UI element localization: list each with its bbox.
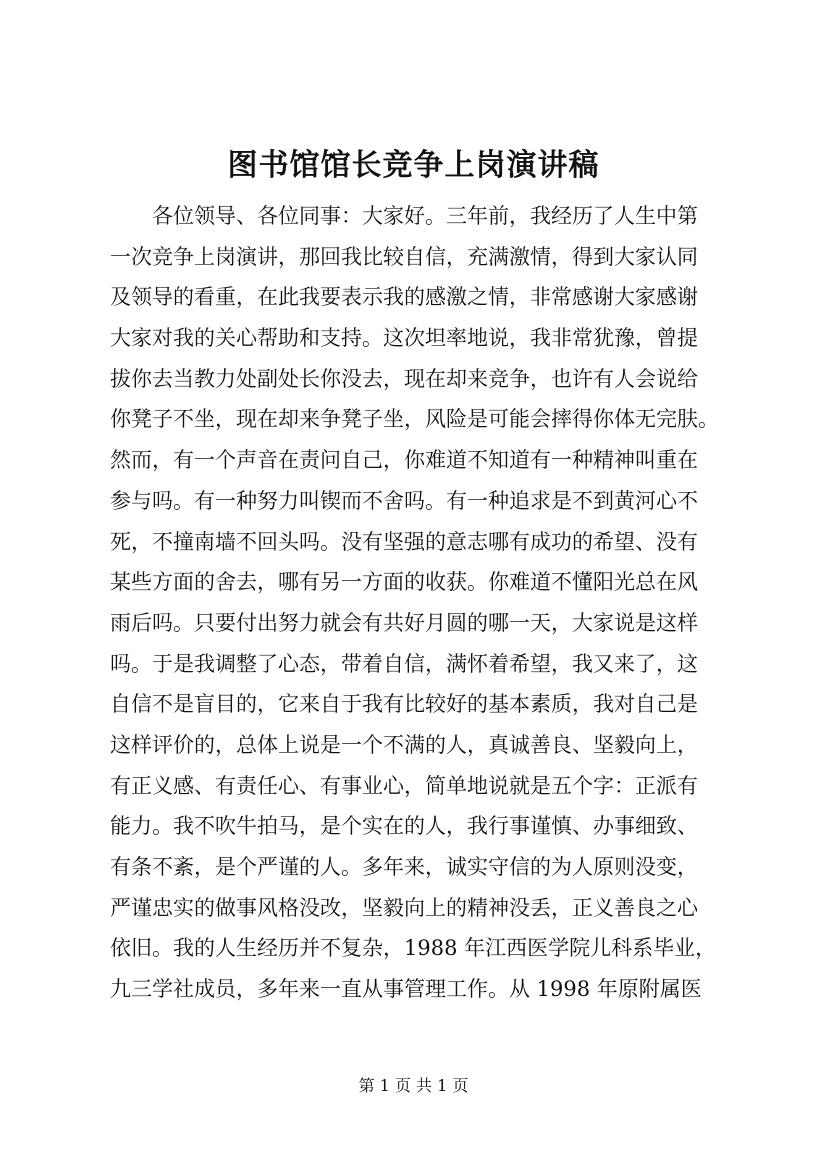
body-line-13: 自信不是盲目的，它来自于我有比较好的基本素质，我对自己是 <box>110 692 698 717</box>
body-line-4: 大家对我的关心帮助和支持。这次坦率地说，我非常犹豫，曾提 <box>110 326 698 351</box>
body-line-12: 吗。于是我调整了心态，带着自信，满怀着希望，我又来了，这 <box>110 651 698 676</box>
body-line-7: 然而，有一个声音在责问自己，你难道不知道有一种精神叫重在 <box>110 448 698 473</box>
body-line-3: 及领导的看重，在此我要表示我的感激之情，非常感谢大家感谢 <box>110 285 698 310</box>
body-line-8: 参与吗。有一种努力叫锲而不舍吗。有一种追求是不到黄河心不 <box>110 488 698 513</box>
body-line-16: 能力。我不吹牛拍马，是个实在的人，我行事谨慎、办事细致、 <box>110 814 698 839</box>
body-line-2: 一次竞争上岗演讲，那回我比较自信，充满激情，得到大家认同 <box>110 244 698 269</box>
body-line-18: 严谨忠实的做事风格没改，坚毅向上的精神没丢，正义善良之心 <box>110 895 698 920</box>
body-line-6: 你凳子不坐，现在却来争凳子坐，风险是可能会摔得你体无完肤。 <box>110 407 719 432</box>
document-body <box>110 196 730 1010</box>
body-line-20: 九三学社成员，多年来一直从事管理工作。从 1998 年原附属医 <box>110 977 702 1002</box>
body-line-14: 这样评价的，总体上说是一个不满的人，真诚善良、坚毅向上， <box>110 732 698 757</box>
body-line-5: 拔你去当教力处副处长你没去，现在却来竞争，也许有人会说给 <box>110 366 698 391</box>
body-line-9: 死，不撞南墙不回头吗。没有坚强的意志哪有成功的希望、没有 <box>110 529 698 554</box>
body-line-10: 某些方面的舍去，哪有另一方面的收获。你难道不懂阳光总在风 <box>110 570 698 595</box>
body-line-17: 有条不紊，是个严谨的人。多年来，诚实守信的为人原则没变， <box>110 855 698 879</box>
body-line-11: 雨后吗。只要付出努力就会有共好月圆的哪一天，大家说是这样 <box>110 610 698 635</box>
body-line-1: 各位领导、各位同事：大家好。三年前，我经历了人生中第 <box>152 204 698 228</box>
document-title: 图书馆馆长竞争上岗演讲稿 <box>227 148 600 183</box>
body-line-19: 依旧。我的人生经历并不复杂，1988 年江西医学院儿科系毕业， <box>110 936 717 961</box>
page-footer: 第 1 页 共 1 页 <box>358 1076 469 1095</box>
body-line-15: 有正义感、有责任心、有事业心，简单地说就是五个字：正派有 <box>110 773 698 798</box>
